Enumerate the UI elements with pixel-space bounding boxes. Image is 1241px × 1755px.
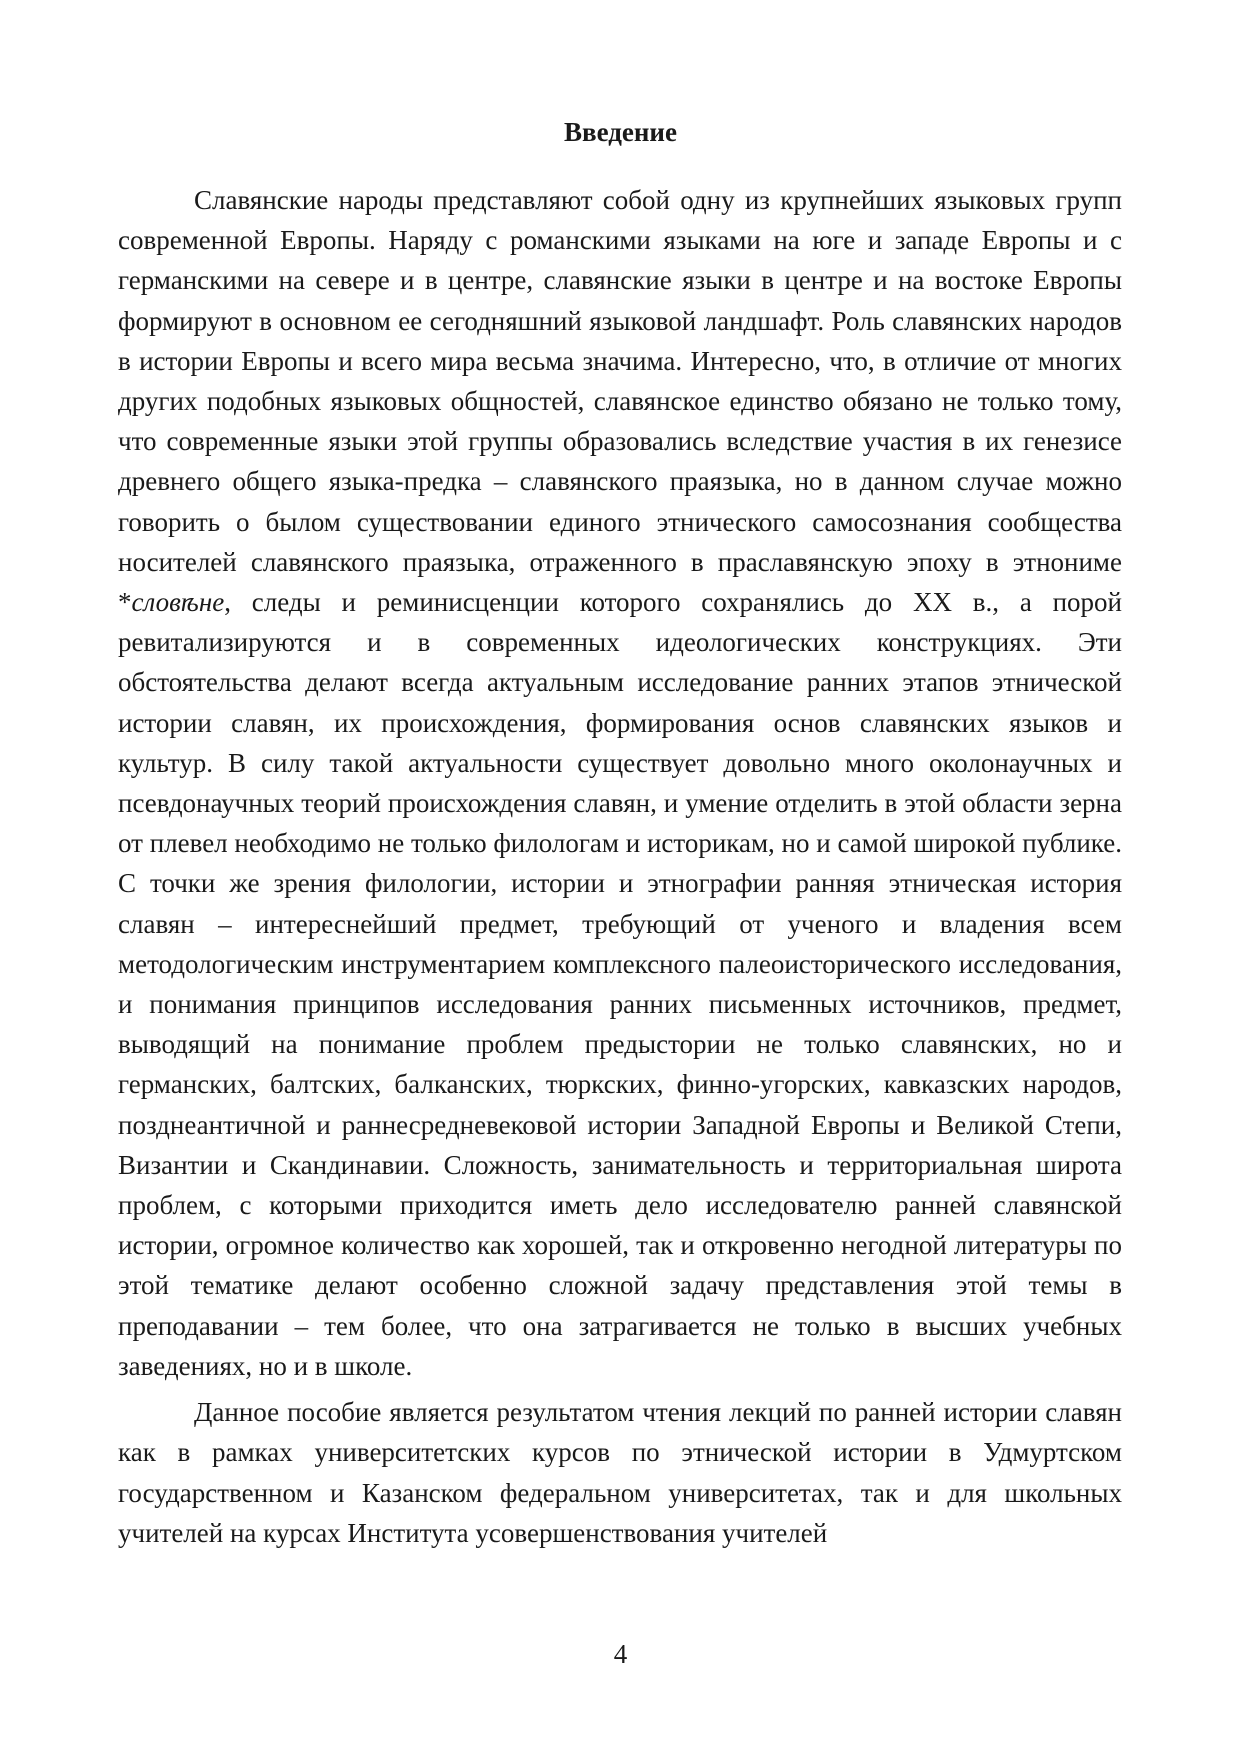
body-text [118, 180, 1122, 1553]
paragraph-1-text-a: Славянские народы представляют собой одну из крупнейших языковых групп современной Европы. Наряду с романскими языками на юге и западе Европы и с германскими на севере и в центре, славянские языки в центре и на востоке Европы формируют в основном ее сегодняшний языковой ландшафт. Роль славянских народов в истории Европы и всего мира весьма значима. Интересно, что, в отличие от многих других подобных языковых общностей, славянское единство обязано не только тому, что современные языки этой группы образовались вследствие участия в их генезисе древнего общего языка-предка – славянского праязыка, но в данном случае можно говорить о былом существовании единого этнического самосознания сообщества носителей славянского праязыка, отраженного в праславянскую эпоху в этнониме * [118, 185, 1122, 618]
paragraph-1 [118, 180, 1122, 1386]
paragraph-2: Данное пособие является результатом чтения лекций по ранней истории славян как в рамках университетских курсов по этнической истории в Удмуртском государственном и Казанском федеральном университетах, так и для школьных учителей на курсах Института усовершенствования учителей [118, 1397, 1122, 1548]
ethnonym-italic: словѣне [131, 587, 225, 618]
paragraph-1-text-b: , следы и реминисценции которого сохранялись до XX в., а порой ревитализируются и в современных идеологических конструкциях. Эти обстоятельства делают всегда актуальным исследование ранних этапов этнической истории славян, их происхождения, формирования основ славянских языков и культур. В силу такой актуальности существует довольно много околонаучных и псевдонаучных теорий происхождения славян, и умение отделить в этой области зерна от плевел необходимо не только филологам и историкам, но и самой широкой публике. С точки же зрения филологии, истории и этнографии ранняя этническая история славян – интереснейший предмет, требующий от ученого и владения всем методологическим инструментарием комплексного палеоисторического исследования, и понимания принципов исследования ранних письменных источников, предмет, выводящий на понимание проблем предыстории не только славянских, но и германских, балтских, балканских, тюркских, финно-угорских, кавказских народов, позднеантичной и раннесредневековой истории Западной Европы и Великой Степи, Византии и Скандинавии. Сложность, занимательность и территориальная широта проблем, с которыми приходится иметь дело исследователю ранней славянской истории, огромное количество как хорошей, так и откровенно негодной литературы по этой тематике делают особенно сложной задачу представления этой темы в преподавании – тем более, что она затрагивается не только в высших учебных заведениях, но и в школе. [118, 587, 1122, 1381]
section-heading: Введение [564, 117, 677, 147]
page-number: 4 [613, 1639, 628, 1669]
